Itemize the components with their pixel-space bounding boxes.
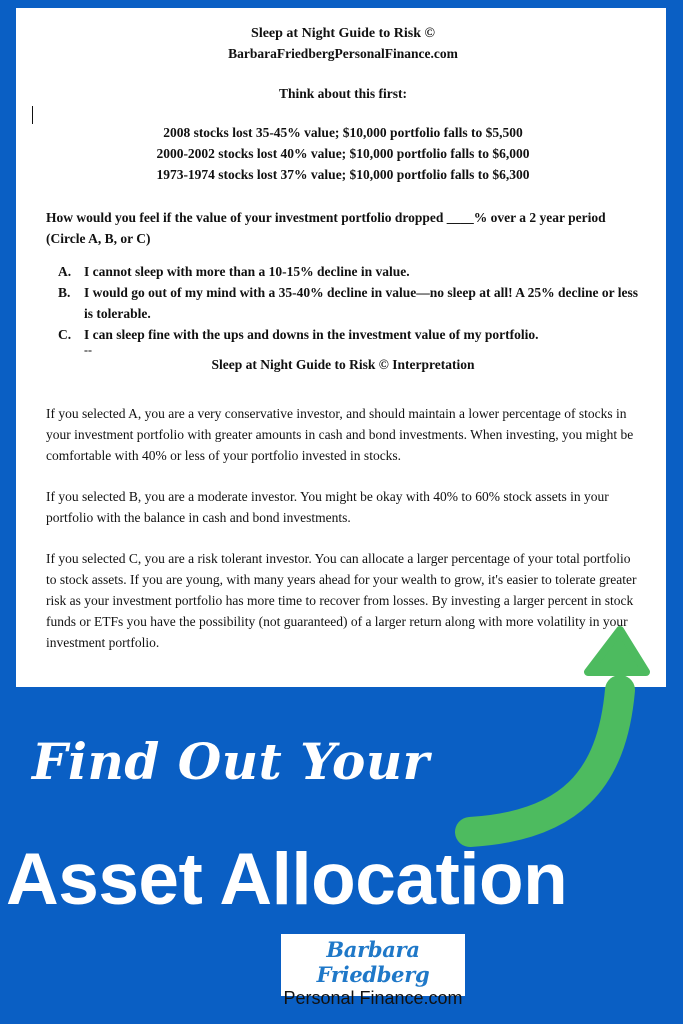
stat-line: 2008 stocks lost 35-45% value; $10,000 portfolio falls to $5,500 [163, 125, 523, 140]
option-text: I would go out of my mind with a 35-40% decline in value—no sleep at all! A 25% decline or less is tolerable. [84, 285, 639, 321]
document-site: BarbaraFriedbergPersonalFinance.com [228, 46, 458, 61]
option-b [58, 282, 640, 324]
interpretation-paragraph: If you selected A, you are a very conservative investor, and should maintain a lower percentage of stocks in your investment portfolio with greater amounts in cash and bond investments. When investing, you might be comfortable with 40% or less of your portfolio invested in stocks. [46, 406, 634, 463]
think-heading: Think about this first: [279, 86, 407, 101]
option-letter: A. [58, 264, 72, 279]
document-title: Sleep at Night Guide to Risk © [251, 26, 435, 41]
options-list [46, 261, 640, 345]
headline-line-1: Find Out Your [32, 732, 430, 791]
document-page [16, 8, 666, 687]
stats-list [46, 122, 640, 185]
interpretation-paragraph: If you selected C, you are a risk tolerant investor. You can allocate a larger percentage of your total portfolio to stock assets. If you are young, with many years ahead for your wealth to grow, it's easier to tolerate greater risk as your investment portfolio has more time to recover from losses. By investing a larger percent in stock funds or ETFs you have the possibility (not guaranteed) of a larger return along with more volatility in your investment portfolio. [46, 551, 637, 650]
interpretation-paragraph: If you selected B, you are a moderate investor. You might be okay with 40% to 60% stock assets in your portfolio with the balance in cash and bond investments. [46, 489, 609, 525]
text-cursor [32, 106, 33, 124]
option-a [58, 261, 640, 282]
option-letter: C. [58, 327, 72, 342]
option-c [58, 324, 640, 345]
separator-dashes: -- [84, 343, 92, 357]
question-text: How would you feel if the value of your investment portfolio dropped ____% over a 2 year period (Circle A, B, or C) [46, 210, 606, 246]
option-text: I can sleep fine with the ups and downs in the investment value of my portfolio. [84, 327, 539, 342]
curved-arrow-up-icon [440, 600, 680, 860]
logo-tagline: Personal Finance.com [283, 988, 463, 1008]
option-text: I cannot sleep with more than a 10-15% decline in value. [84, 264, 410, 279]
brand-logo[interactable] [281, 934, 465, 1008]
logo-name: Barbara Friedberg [316, 937, 430, 987]
option-letter: B. [58, 285, 71, 300]
headline-line-2: Asset Allocation [6, 839, 568, 920]
stat-line: 2000-2002 stocks lost 40% value; $10,000 portfolio falls to $6,000 [156, 146, 530, 161]
stat-line: 1973-1974 stocks lost 37% value; $10,000 portfolio falls to $6,300 [156, 167, 530, 182]
interpretation-title: Sleep at Night Guide to Risk © Interpretation [211, 357, 475, 372]
